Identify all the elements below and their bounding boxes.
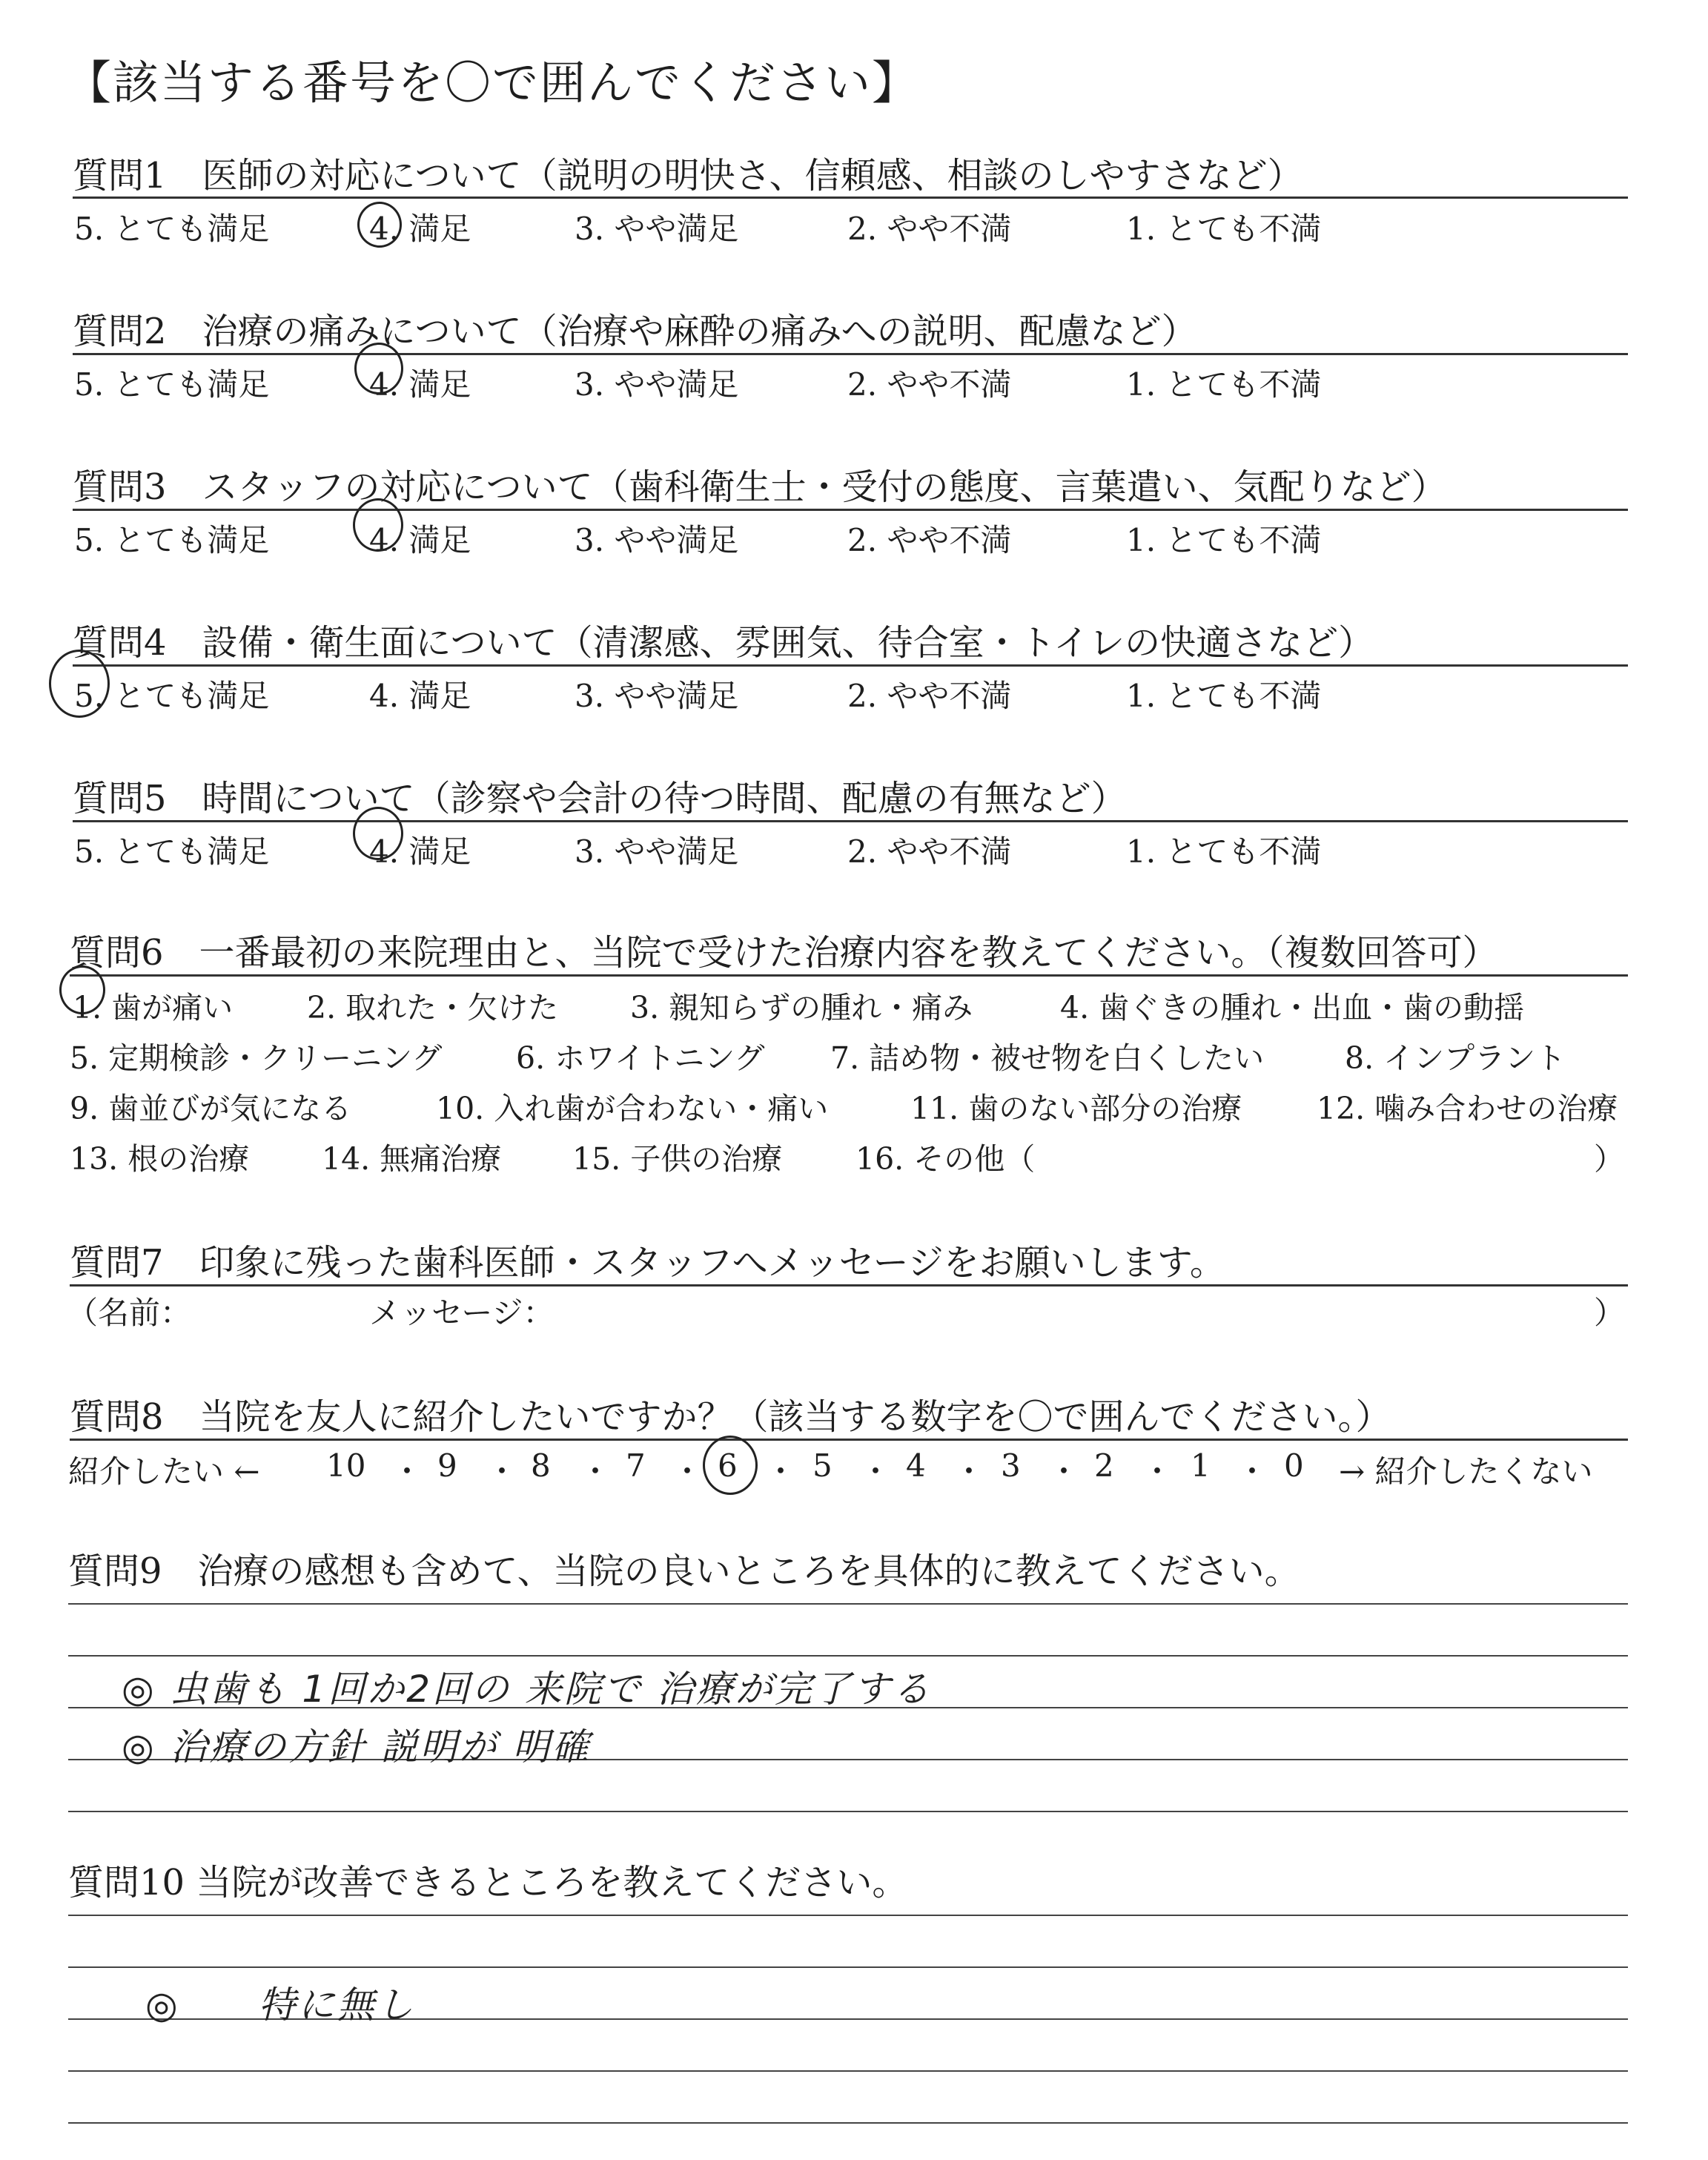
question-6-label: 質問6 一番最初の来院理由と、当院で受けた治療内容を教えてください。（複数回答可） [70,932,1498,974]
q8-separator: ・ [765,1453,797,1490]
q6-option-5[interactable]: 5. 定期検診・クリーニング [70,1040,443,1076]
q6-option-4[interactable]: 4. 歯ぐきの腫れ・出血・歯の動揺 [1060,990,1525,1025]
question-6-rule [70,974,1628,977]
q8-separator: ・ [580,1453,612,1490]
q8-score-5[interactable]: 5 [812,1447,833,1484]
q5-option-2[interactable]: 2. やや不満 [847,833,1012,870]
q3-option-1[interactable]: 1. とても不満 [1126,522,1322,558]
q2-option-2[interactable]: 2. やや不満 [847,366,1012,403]
q8-score-9[interactable]: 9 [437,1447,457,1484]
survey-title: 【該当する番号を〇で囲んでください】 [65,56,920,110]
q6-option-7[interactable]: 7. 詰め物・被せ物を白くしたい [830,1040,1265,1076]
q6-option-8[interactable]: 8. インプラント [1345,1040,1566,1076]
q8-separator: ・ [860,1453,892,1490]
q5-option-5[interactable]: 5. とても満足 [74,833,270,870]
q4-option-4[interactable]: 4. 満足 [369,678,471,714]
q2-selection-circle [354,343,403,394]
q8-score-0[interactable]: 0 [1284,1447,1304,1484]
q10-handwritten-answer-1: ◎ 特に無し [145,1984,416,2027]
q9-handwritten-answer-2: ◎ 治療の方針 説明が 明確 [122,1725,592,1768]
q2-option-3[interactable]: 3. やや満足 [575,366,739,403]
q8-score-1[interactable]: 1 [1191,1447,1211,1484]
question-5-rule [73,820,1628,822]
q9-handwritten-answer-1: ◎ 虫歯も 1回か2回の 来院で 治療が完了する [122,1668,932,1711]
question-3-label: 質問3 スタッフの対応について（歯科衛生士・受付の態度、言葉遣い、気配りなど） [73,466,1447,508]
answer-line [68,1603,1628,1605]
q4-option-2[interactable]: 2. やや不満 [847,678,1012,714]
question-4-rule [73,664,1628,667]
question-2-label: 質問2 治療の痛みについて（治療や麻酔の痛みへの説明、配慮など） [73,311,1197,352]
question-7-rule [70,1284,1628,1287]
q8-score-4[interactable]: 4 [906,1447,926,1484]
q6-option-16[interactable]: 16. その他（ [855,1141,1036,1177]
q1-option-5[interactable]: 5. とても満足 [74,211,270,247]
q3-selection-circle [353,498,403,552]
q1-selection-circle [357,202,402,248]
question-2-rule [73,353,1628,355]
q2-option-5[interactable]: 5. とても満足 [74,366,270,403]
q3-option-3[interactable]: 3. やや満足 [575,522,739,558]
q6-option-14[interactable]: 14. 無痛治療 [322,1141,502,1177]
q6-option-12[interactable]: 12. 噛み合わせの治療 [1317,1091,1618,1126]
question-1-rule [73,196,1628,199]
q5-option-3[interactable]: 3. やや満足 [575,833,739,870]
q8-separator: ・ [1142,1453,1174,1490]
q6-option-6[interactable]: 6. ホワイトニング [516,1040,765,1076]
question-9-label: 質問9 治療の感想も含めて、当院の良いところを具体的に教えてください。 [68,1550,1300,1592]
q8-separator: ・ [1048,1453,1080,1490]
q6-option-2[interactable]: 2. 取れた・欠けた [307,990,559,1025]
question-4-label: 質問4 設備・衛生面について（清潔感、雰囲気、待合室・トイレの快適さなど） [73,622,1374,664]
q6-other-close-paren: ） [1594,1141,1624,1177]
q8-separator: ・ [672,1453,704,1490]
q8-score-2[interactable]: 2 [1094,1447,1114,1484]
q8-separator: ・ [1237,1453,1268,1490]
q4-option-5[interactable]: 5. とても満足 [74,678,270,714]
question-7-label: 質問7 印象に残った歯科医師・スタッフへメッセージをお願いします。 [70,1242,1225,1284]
q6-option-13[interactable]: 13. 根の治療 [70,1141,250,1177]
question-1-label: 質問1 医師の対応について（説明の明快さ、信頼感、相談のしやすさなど） [73,155,1303,196]
q7-name-label: （名前： [67,1295,192,1331]
question-5-label: 質問5 時間について（診察や会計の待つ時間、配慮の有無など） [73,778,1127,819]
answer-line [68,1655,1628,1657]
q8-separator: ・ [391,1453,423,1490]
q1-option-3[interactable]: 3. やや満足 [575,211,739,247]
q2-option-4[interactable]: 4. 満足 [369,366,471,403]
q2-option-1[interactable]: 1. とても不満 [1126,366,1322,403]
q7-close-paren: ） [1594,1295,1626,1331]
q6-option-3[interactable]: 3. 親知らずの腫れ・痛み [630,990,973,1025]
q6-option-10[interactable]: 10. 入れ歯が合わない・痛い [436,1091,829,1126]
q6-option-11[interactable]: 11. 歯のない部分の治療 [910,1091,1242,1126]
answer-line [68,1811,1628,1812]
answer-line [68,2070,1628,2072]
q6-option-1[interactable]: 1. 歯が痛い [73,990,234,1025]
q8-score-7[interactable]: 7 [626,1447,646,1484]
q1-option-4[interactable]: 4. 満足 [369,211,471,247]
answer-line [68,1915,1628,1916]
q4-option-3[interactable]: 3. やや満足 [575,678,739,714]
q8-separator: ・ [486,1453,518,1490]
question-8-label: 質問8 当院を友人に紹介したいですか？（該当する数字を〇で囲んでください。） [70,1396,1391,1438]
question-3-rule [73,509,1628,511]
q4-selection-circle [49,650,110,718]
q5-option-4[interactable]: 4. 満足 [369,833,471,870]
q8-score-6[interactable]: 6 [718,1447,738,1484]
q6-option-15[interactable]: 15. 子供の治療 [572,1141,783,1177]
q8-right-label: → 紹介したくない [1339,1453,1593,1490]
q8-score-10[interactable]: 10 [326,1447,366,1484]
question-8-rule [70,1439,1628,1441]
q8-left-label: 紹介したい ← [68,1453,260,1490]
answer-line [68,1966,1628,1968]
q7-message-label: メッセージ： [369,1295,555,1331]
q4-option-1[interactable]: 1. とても不満 [1126,678,1322,714]
q3-option-4[interactable]: 4. 満足 [369,522,471,558]
q8-selection-circle [703,1436,758,1495]
q5-option-1[interactable]: 1. とても不満 [1126,833,1322,870]
q1-option-1[interactable]: 1. とても不満 [1126,211,1322,247]
q8-separator: ・ [953,1453,985,1490]
q3-option-2[interactable]: 2. やや不満 [847,522,1012,558]
q3-option-5[interactable]: 5. とても満足 [74,522,270,558]
question-10-label: 質問10 当院が改善できるところを教えてください。 [68,1862,908,1903]
q8-score-8[interactable]: 8 [531,1447,551,1484]
q1-option-2[interactable]: 2. やや不満 [847,211,1012,247]
q6-option-9[interactable]: 9. 歯並びが気になる [70,1091,352,1126]
answer-line [68,2122,1628,2124]
q8-score-3[interactable]: 3 [1001,1447,1021,1484]
q5-selection-circle [353,807,403,860]
